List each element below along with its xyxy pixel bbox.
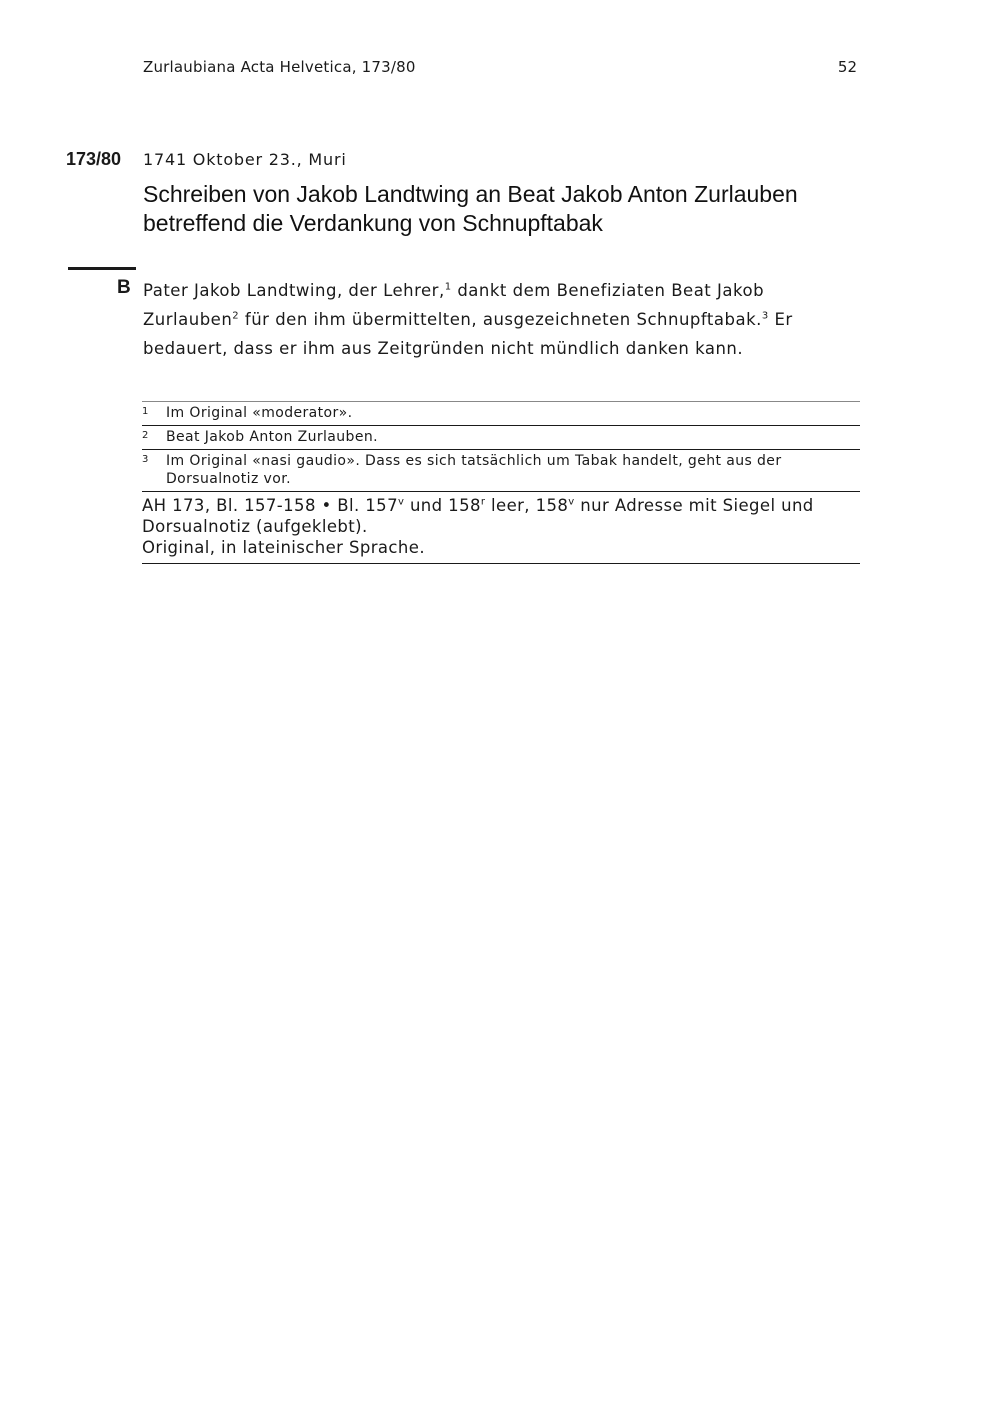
entry-date-place: 1741 Oktober 23., Muri <box>143 150 347 169</box>
archive-sup-1: v <box>397 496 405 508</box>
archive-reference <box>142 491 860 564</box>
footnote-ref-1[interactable]: 1 <box>444 281 452 293</box>
footnote-ref-3[interactable]: 3 <box>761 310 769 322</box>
summary-text <box>143 276 833 363</box>
section-rule <box>68 267 136 270</box>
running-header <box>143 58 857 80</box>
footnote <box>142 449 860 491</box>
summary-part-1: Pater Jakob Landtwing, der Lehrer, <box>143 281 445 300</box>
archive-sup-3: v <box>568 496 575 508</box>
footnote-number: 1 <box>142 406 149 417</box>
summary-part-4: Er bedauert, dass er ihm aus Zeitgründen nicht mündlich danken kann. <box>143 310 793 358</box>
running-title: Zurlaubiana Acta Helvetica, 173/80 <box>143 58 416 76</box>
footnote-ref-2[interactable]: 2 <box>232 310 240 322</box>
footnote-text: Beat Jakob Anton Zurlauben. <box>166 429 378 445</box>
entry-number: 173/80 <box>66 149 122 169</box>
footnote-number: 3 <box>142 454 149 465</box>
summary-part-3: für den ihm übermittelten, ausgezeichneten Schnupftabak. <box>239 310 762 329</box>
entry-title: Schreiben von Jakob Landtwing an Beat Jakob Anton Zurlauben betreffend die Verdankung von Schnupftabak <box>143 181 798 236</box>
archive-part-3: leer, 158 <box>485 496 569 515</box>
archive-line-2: Original, in lateinischer Sprache. <box>142 538 425 557</box>
archive-part-4: nur Adresse mit Siegel und Dorsualnotiz (aufgeklebt). <box>142 496 814 536</box>
footnote <box>142 401 860 425</box>
archive-line-1 <box>142 495 860 537</box>
archive-part-1: AH 173, Bl. 157-158 • Bl. 157 <box>142 496 398 515</box>
footnote-text: Im Original «nasi gaudio». Dass es sich tatsächlich um Tabak handelt, geht aus der Dorsualnotiz vor. <box>166 453 782 487</box>
section-letter: B <box>117 277 131 298</box>
footnote-text: Im Original «moderator». <box>166 405 353 421</box>
footnote-number: 2 <box>142 430 149 441</box>
archive-sup-2: r <box>480 496 486 508</box>
page-number: 52 <box>837 58 857 76</box>
archive-part-2: und 158 <box>404 496 481 515</box>
footnote <box>142 425 860 449</box>
summary-part-2: dankt dem Benefiziaten Beat Jakob Zurlauben <box>143 281 765 329</box>
footnotes-block <box>142 401 860 564</box>
